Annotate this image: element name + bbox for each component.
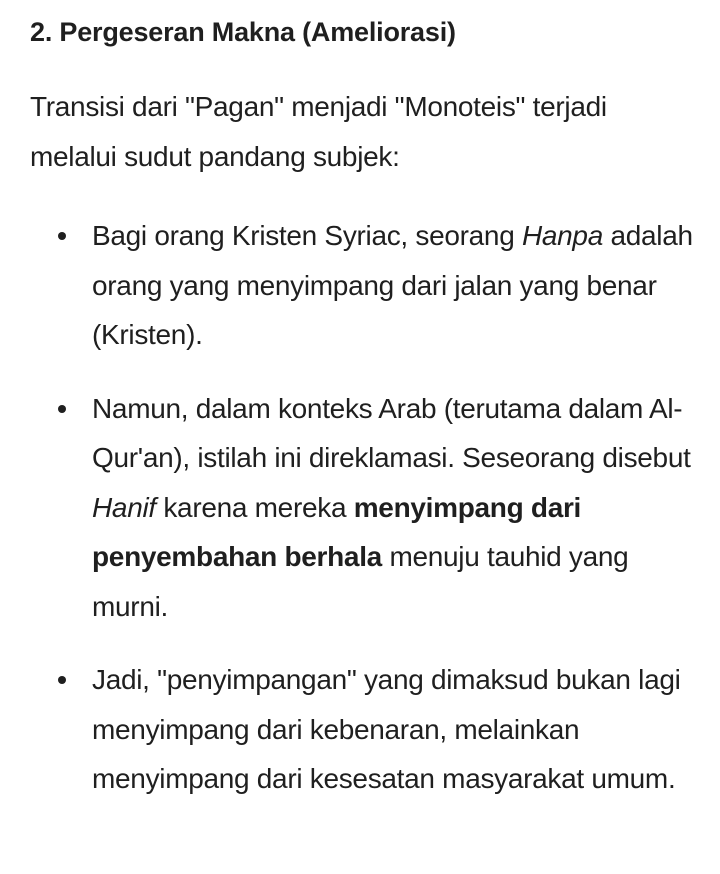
article-section	[30, 12, 700, 804]
term-hanpa: Hanpa	[521, 220, 603, 251]
list-item	[30, 211, 700, 360]
list-item	[30, 384, 700, 632]
bullet-text: karena mereka	[155, 491, 354, 523]
bullet-text: menuju tauhid yang murni.	[92, 541, 629, 622]
section-heading: 2. Pergeseran Makna (Ameliorasi)	[30, 17, 456, 47]
intro-paragraph: Transisi dari "Pagan" menjadi "Monoteis" terjadi melalui sudut pandang subjek:	[30, 91, 607, 172]
bullet-dot-icon	[58, 676, 66, 684]
bullet-text: Jadi, "penyimpangan" yang dimaksud bukan lagi menyimpang dari kebenaran, melainkan menyimpang dari kesesatan masyarakat umum.	[92, 664, 681, 794]
list-item	[30, 655, 700, 804]
bullet-text: Bagi orang Kristen Syriac, seorang	[92, 220, 522, 251]
bullet-list	[30, 211, 700, 804]
bullet-dot-icon	[58, 232, 66, 240]
bullet-dot-icon	[58, 405, 66, 413]
emphasis-text: menyimpang dari penyembahan berhala	[92, 491, 582, 572]
bullet-text: adalah orang yang menyimpang dari jalan yang benar (Kristen).	[92, 220, 693, 350]
bullet-text: Namun, dalam konteks Arab (terutama dalam Al-Qur'an), istilah ini direklamasi. Seseorang disebut	[92, 392, 691, 473]
term-hanif: Hanif	[92, 491, 156, 523]
